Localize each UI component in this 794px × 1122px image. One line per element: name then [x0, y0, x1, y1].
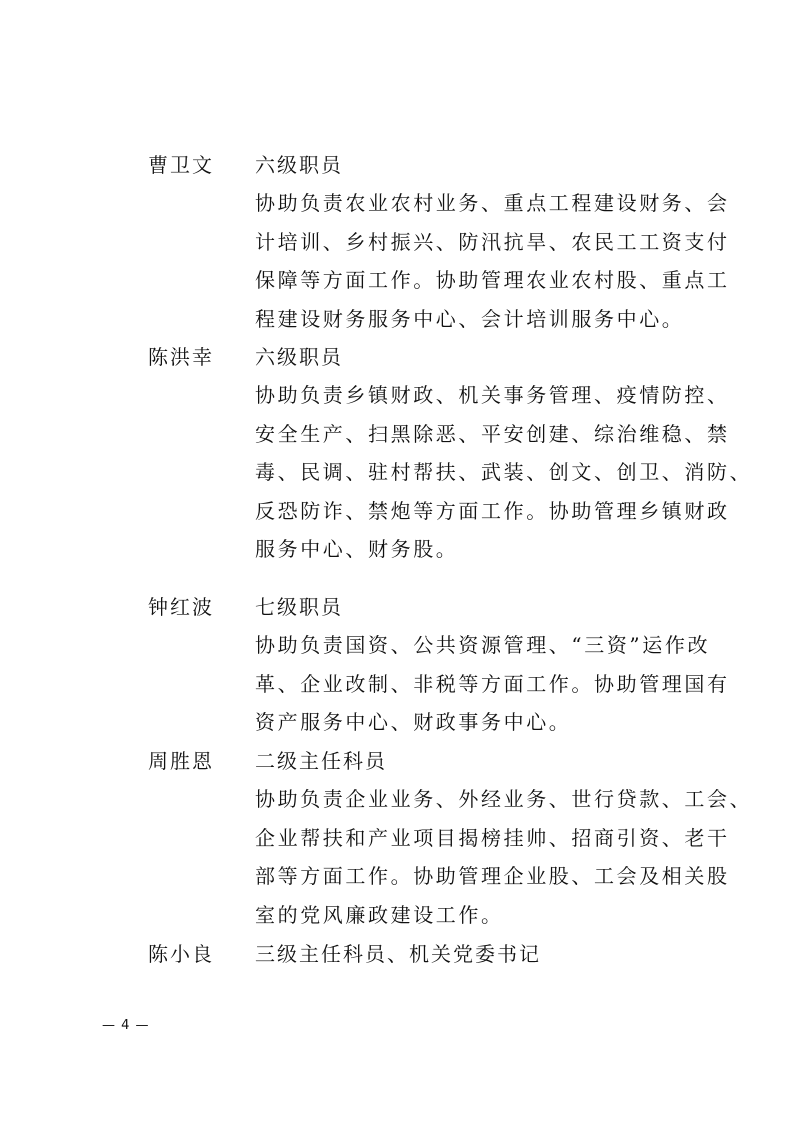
- duty-line: 保障等方面工作。协助管理农业农村股、重点工: [255, 268, 730, 292]
- duty-line: 计培训、乡村振兴、防汛抗旱、农民工工资支付: [255, 229, 730, 254]
- staff-title: 六级职员: [255, 345, 343, 369]
- duty-line: 反恐防诈、禁炮等方面工作。协助管理乡镇财政: [255, 498, 730, 523]
- duty-line: 协助负责企业业务、外经业务、世行贷款、工会、: [255, 787, 753, 811]
- staff-title: 二级主任科员: [255, 749, 387, 773]
- staff-name: 周胜恩: [148, 749, 214, 773]
- duty-line: 服务中心、财务股。: [255, 537, 459, 561]
- duty-line: 革、企业改制、非税等方面工作。协助管理国有: [255, 671, 730, 696]
- duty-line: 部等方面工作。协助管理企业股、工会及相关股: [255, 864, 730, 888]
- duty-line: 协助负责农业农村业务、重点工程建设财务、会: [255, 191, 730, 215]
- staff-name: 陈洪幸: [148, 345, 214, 369]
- duty-line: 室的党风廉政建设工作。: [255, 902, 504, 927]
- duty-line: 毒、民调、驻村帮扶、武装、创文、创卫、消防、: [255, 460, 753, 484]
- duty-line: 协助负责国资、公共资源管理、“三资”运作改: [255, 633, 711, 657]
- staff-title: 三级主任科员、机关党委书记: [255, 942, 541, 966]
- duty-line: 程建设财务服务中心、会计培训服务中心。: [255, 306, 685, 331]
- duty-line: 安全生产、扫黑除恶、平安创建、综治维稳、禁: [255, 421, 730, 446]
- duty-line: 企业帮扶和产业项目揭榜挂帅、招商引资、老干: [255, 825, 730, 850]
- staff-title: 六级职员: [255, 153, 343, 177]
- staff-duties: [255, 184, 730, 338]
- staff-duties: [255, 626, 730, 742]
- duty-line: 协助负责乡镇财政、机关事务管理、疫情防控、: [255, 383, 730, 407]
- staff-duties: [255, 376, 753, 569]
- staff-title: 七级职员: [255, 595, 343, 619]
- staff-name: 陈小良: [148, 942, 214, 966]
- duty-line: 资产服务中心、财政事务中心。: [255, 710, 572, 734]
- staff-name: 钟红波: [148, 595, 214, 619]
- staff-duties: [255, 780, 753, 934]
- page-number: — 4 —: [102, 1018, 150, 1033]
- staff-name: 曹卫文: [148, 153, 214, 177]
